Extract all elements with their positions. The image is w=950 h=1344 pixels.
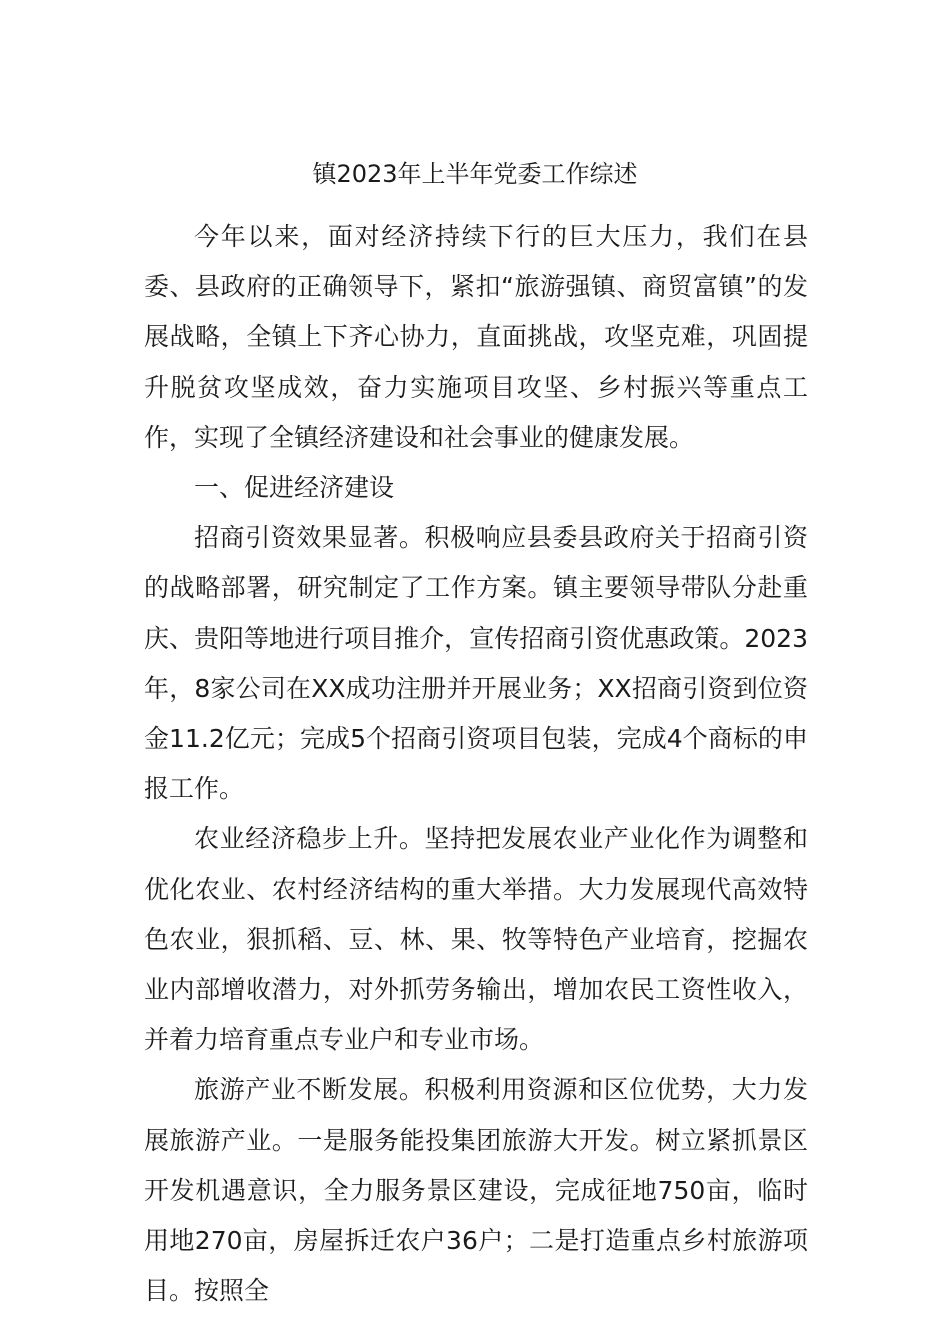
paragraph-investment: 招商引资效果显著。积极响应县委县政府关于招商引资的战略部署，研究制定了工作方案。镇主要领导带队分赴重庆、贵阳等地进行项目推介，宣传招商引资优惠政策。2023年，8家公司在XX成功注册并开展业务；XX招商引资到位资金11.2亿元；完成5个招商引资项目包装，完成4个商标的申报工作。: [144, 523, 808, 804]
paragraph-tourism: 旅游产业不断发展。积极利用资源和区位优势，大力发展旅游产业。一是服务能投集团旅游大开发。树立紧抓景区开发机遇意识，全力服务景区建设，完成征地750亩，临时用地270亩，房屋拆迁农户36户；二是打造重点乡村旅游项目。按照全: [144, 1075, 808, 1306]
document-title: 镇2023年上半年党委工作综述: [312, 160, 638, 188]
section-heading-economy: 一、促进经济建设: [194, 473, 395, 503]
paragraph-intro: 今年以来，面对经济持续下行的巨大压力，我们在县委、县政府的正确领导下，紧扣“旅游强镇、商贸富镇”的发展战略，全镇上下齐心协力，直面挑战，攻坚克难，巩固提升脱贫攻坚成效，奋力实施项目攻坚、乡村振兴等重点工作，实现了全镇经济建设和社会事业的健康发展。: [144, 222, 808, 452]
paragraph-agriculture: 农业经济稳步上升。坚持把发展农业产业化作为调整和优化农业、农村经济结构的重大举措。大力发展现代高效特色农业，狠抓稻、豆、林、果、牧等特色产业培育，挖掘农业内部增收潜力，对外抓劳务输出，增加农民工资性收入，并着力培育重点专业户和专业市场。: [144, 824, 808, 1055]
document-body: [144, 212, 808, 1316]
